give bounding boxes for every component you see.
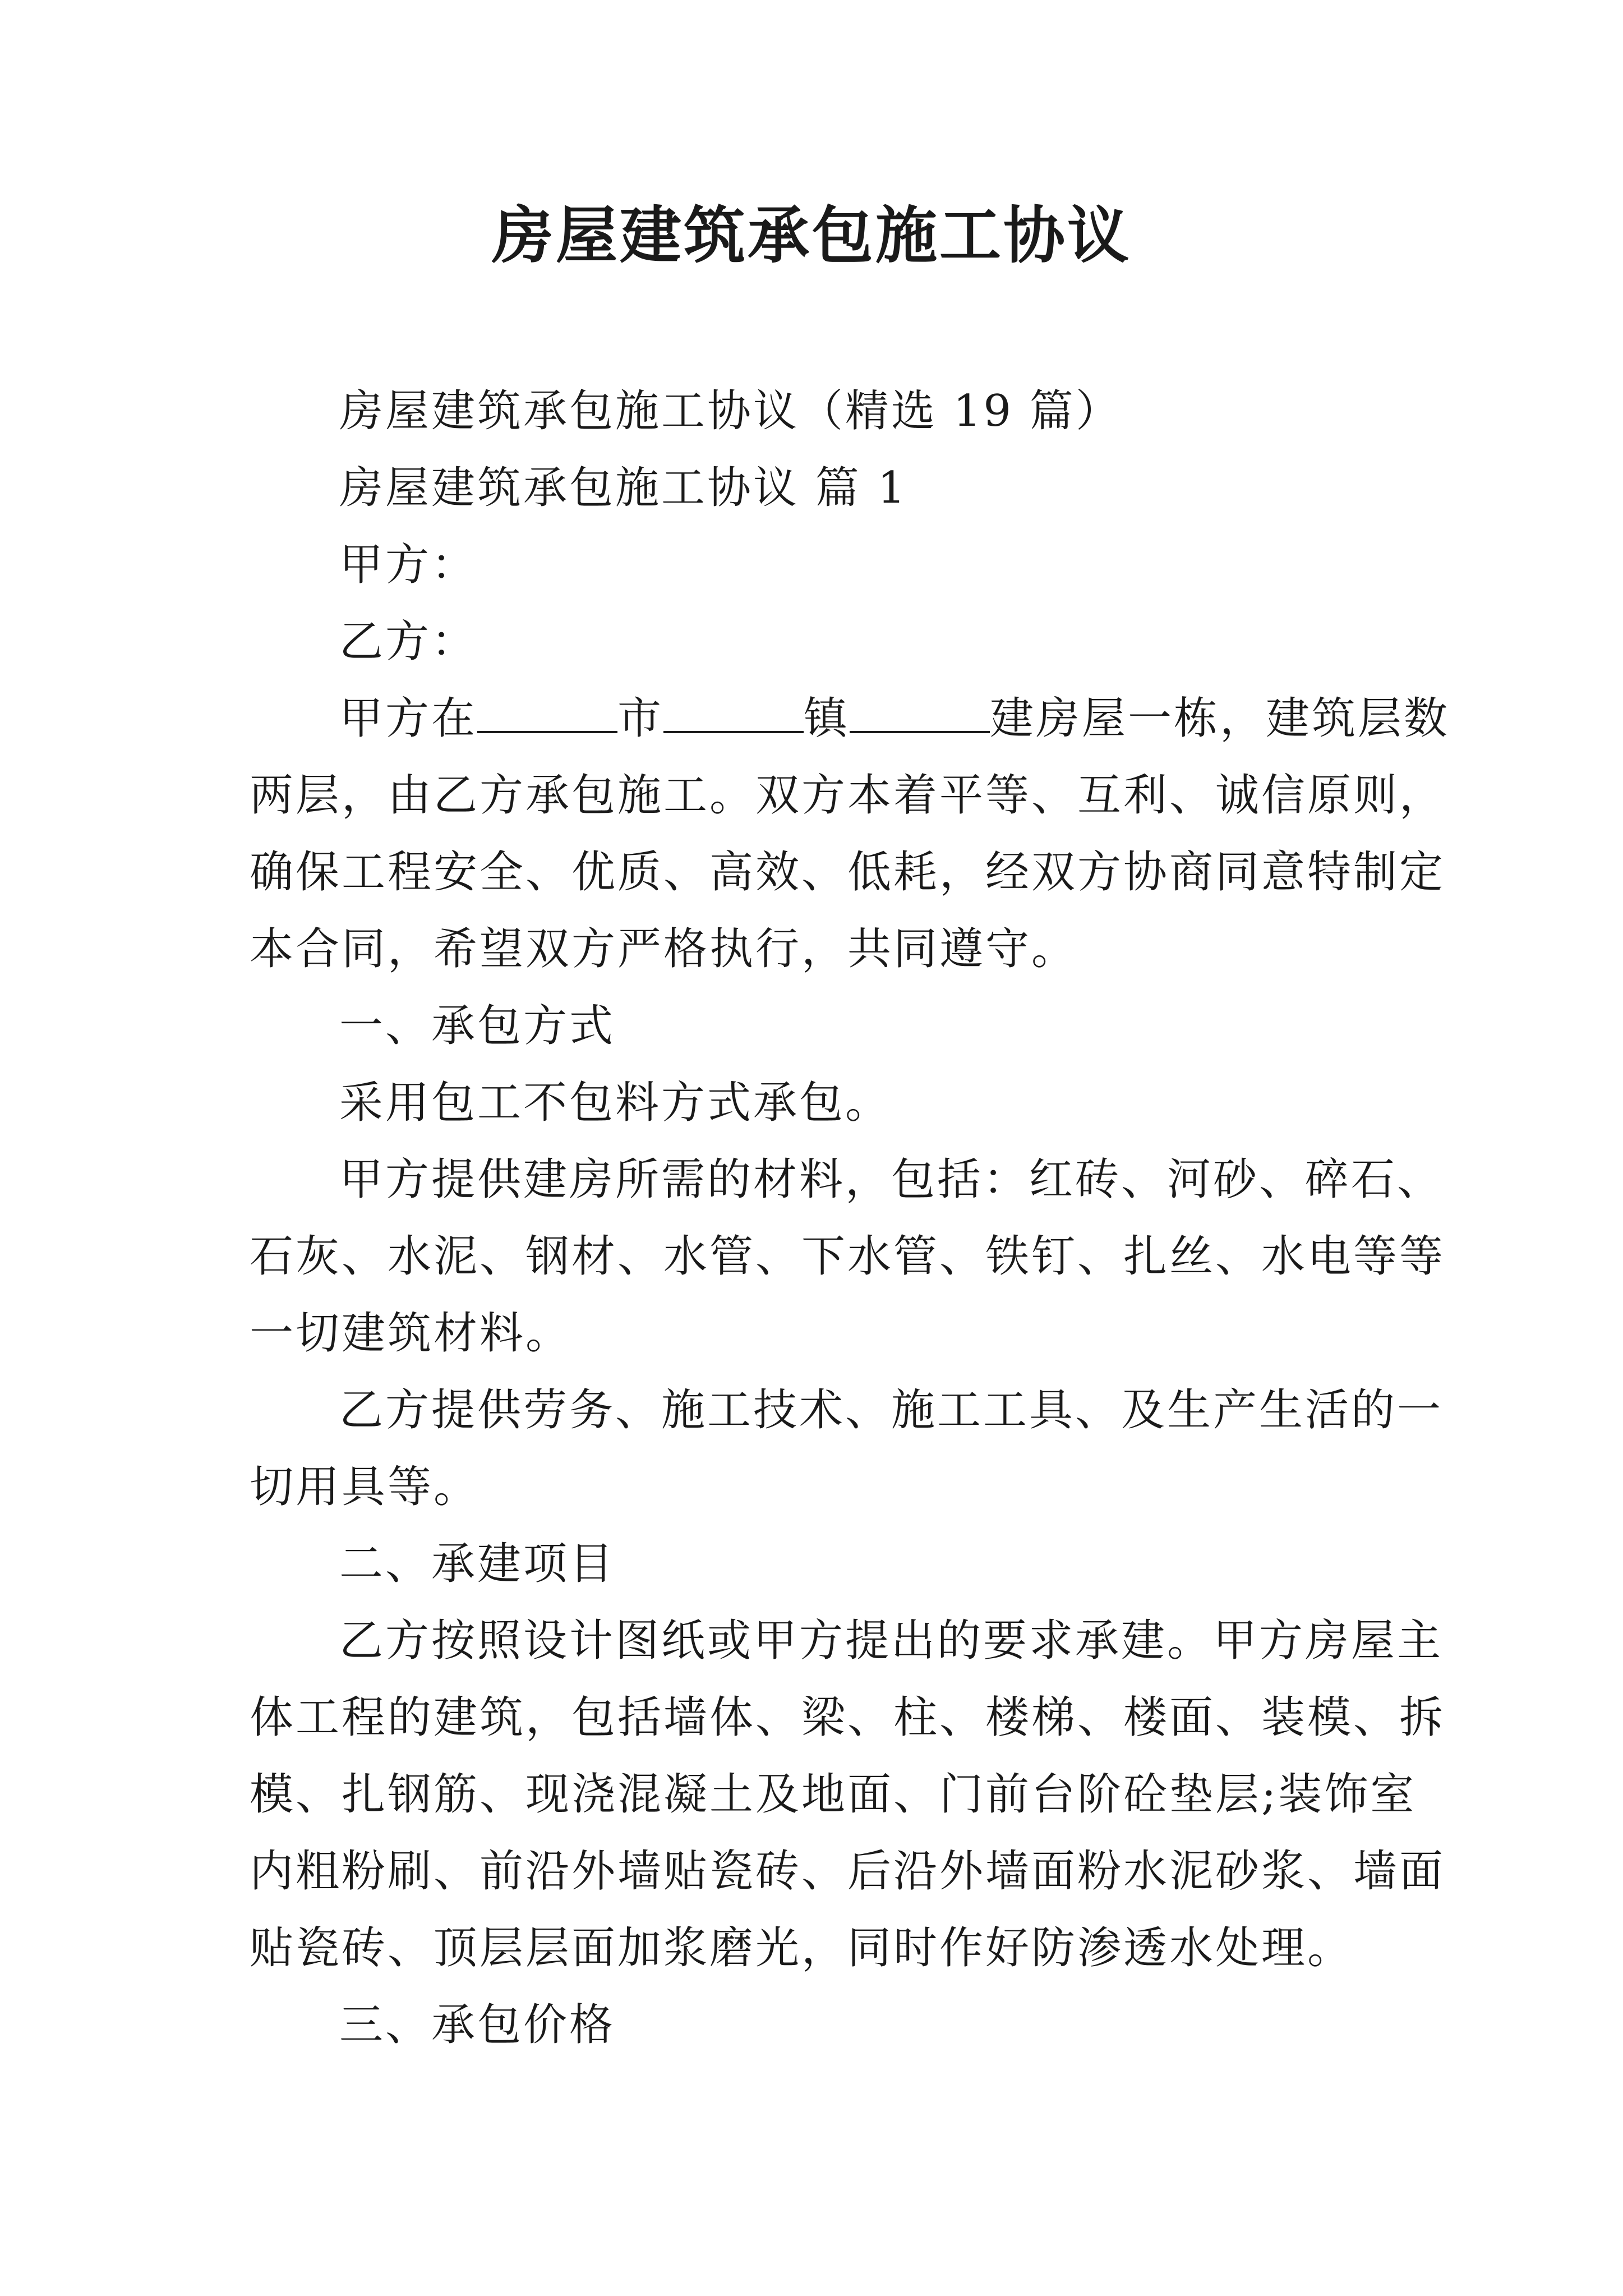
intro-line-1 [250,680,1450,757]
party-b-label: 乙方： [339,616,478,667]
party-a-label: 甲方： [339,540,478,590]
section-1-paragraph-3-line-1: 乙方提供劳务、施工技术、施工工具、及生产生活的一 [339,1385,1444,1435]
city-blank [477,692,617,733]
section-1-paragraph-2-line-3: 一切建筑材料。 [250,1308,572,1359]
section-1-heading: 一、承包方式 [339,1001,616,1051]
document-subtitle: 房屋建筑承包施工协议（精选 19 篇） [339,386,1122,436]
section-1-paragraph-1: 采用包工不包料方式承包。 [339,1078,892,1128]
section-1-paragraph-3-line-2: 切用具等。 [250,1462,480,1512]
document-title: 房屋建筑承包施工协议 [492,199,1131,272]
section-1-paragraph-2-line-2: 石灰、水泥、钢材、水管、下水管、铁钉、扎丝、水电等等 [250,1231,1446,1282]
intro-text-2: 市 [617,693,664,744]
article-heading: 房屋建筑承包施工协议 篇 1 [339,463,908,513]
section-2-paragraph-line-5: 贴瓷砖、顶层层面加浆磨光，同时作好防渗透水处理。 [250,1923,1354,1973]
intro-line-2: 两层，由乙方承包施工。双方本着平等、互利、诚信原则， [250,770,1446,821]
section-2-heading: 二、承建项目 [339,1539,616,1589]
section-3-heading: 三、承包价格 [339,2000,616,2050]
intro-text-4: 建房屋一栋，建筑层数 [990,693,1450,744]
intro-line-4: 本合同，希望双方严格执行，共同遵守。 [250,924,1078,974]
location-blank [850,692,990,733]
section-2-paragraph-line-4: 内粗粉刷、前沿外墙贴瓷砖、后沿外墙面粉水泥砂浆、墙面 [250,1846,1446,1897]
section-2-paragraph-line-1: 乙方按照设计图纸或甲方提出的要求承建。甲方房屋主 [339,1616,1444,1666]
intro-text-1: 甲方在 [339,693,478,744]
intro-line-3: 确保工程安全、优质、高效、低耗，经双方协商同意特制定 [250,847,1446,898]
intro-text-3: 镇 [804,693,850,744]
section-1-paragraph-2-line-1: 甲方提供建房所需的材料，包括：红砖、河砂、碎石、 [339,1154,1444,1205]
document-body [250,373,1450,2064]
section-2-paragraph-line-3: 模、扎钢筋、现浇混凝土及地面、门前台阶砼垫层;装饰室 [250,1769,1417,1820]
section-2-paragraph-line-2: 体工程的建筑，包括墙体、梁、柱、楼梯、楼面、装模、拆 [250,1692,1446,1743]
town-blank [663,692,804,733]
